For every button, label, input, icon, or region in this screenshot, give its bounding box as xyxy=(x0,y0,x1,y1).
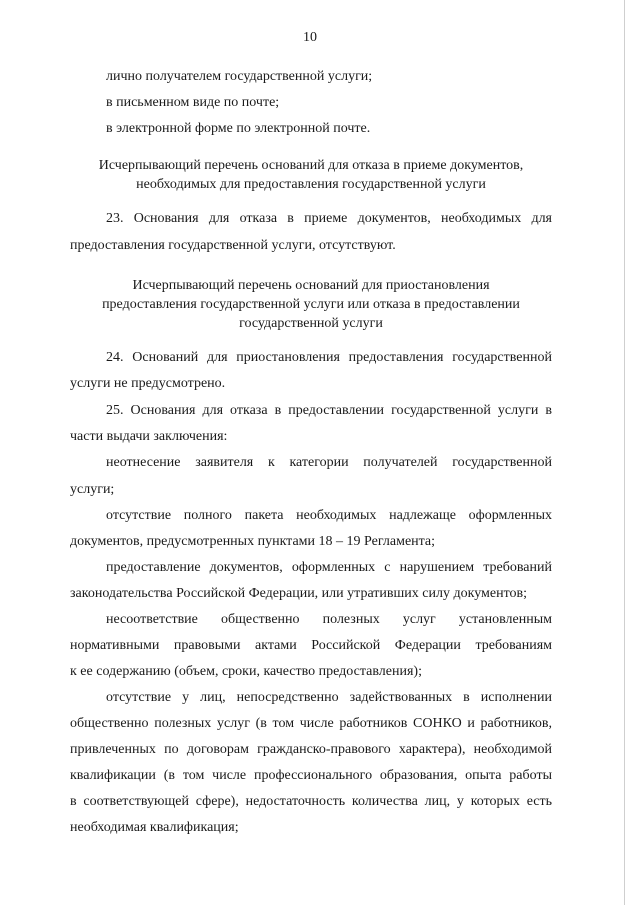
paragraph-line: 24. Оснований для приостановления предоставления государственной xyxy=(106,350,552,365)
list-item-line: неотнесение заявителя к категории получателей государственной xyxy=(106,455,552,470)
section-heading-line: необходимых для предоставления государственной услуги xyxy=(136,177,486,192)
list-item-line: к ее содержанию (объем, сроки, качество предоставления); xyxy=(70,664,422,679)
list-item-line: отсутствие полного пакета необходимых надлежаще оформленных xyxy=(106,508,552,523)
list-item-line: в соответствующей сфере), недостаточность количества лиц, у которых есть xyxy=(70,794,552,809)
paragraph-line: 23. Основания для отказа в приеме документов, необходимых для xyxy=(106,211,552,226)
section-heading-line: государственной услуги xyxy=(239,316,383,331)
list-item-line: необходимая квалификация; xyxy=(70,820,239,835)
list-item-line: предоставление документов, оформленных с нарушением требований xyxy=(106,560,552,575)
section-heading-line: предоставления государственной услуги или отказа в предоставлении xyxy=(102,297,520,312)
paragraph-line: услуги не предусмотрено. xyxy=(70,376,226,391)
list-item-line: нормативными правовыми актами Российской Федерации требованиям xyxy=(70,638,552,653)
list-item-line: отсутствие у лиц, непосредственно задействованных в исполнении xyxy=(106,690,552,705)
text-line: в электронной форме по электронной почте. xyxy=(106,121,371,136)
section-heading-line: Исчерпывающий перечень оснований для отказа в приеме документов, xyxy=(98,158,524,173)
list-item-line: услуги; xyxy=(70,482,115,497)
page-number: 10 xyxy=(303,30,317,45)
text-line: лично получателем государственной услуги; xyxy=(106,69,373,84)
list-item-line: законодательства Российской Федерации, или утративших силу документов; xyxy=(70,586,528,601)
list-item-line: документов, предусмотренных пунктами 18 – 19 Регламента; xyxy=(70,534,436,549)
list-item-line: квалификации (в том числе профессионального образования, опыта работы xyxy=(70,768,552,783)
text-line: в письменном виде по почте; xyxy=(106,95,280,110)
page-edge-line xyxy=(624,0,625,905)
list-item-line: привлеченных по договорам гражданско-правового характера), необходимой xyxy=(70,742,552,757)
section-heading-line: Исчерпывающий перечень оснований для приостановления xyxy=(132,278,490,293)
paragraph-line: части выдачи заключения: xyxy=(70,429,228,444)
list-item-line: несоответствие общественно полезных услуг установленным xyxy=(106,612,552,627)
paragraph-line: предоставления государственной услуги, отсутствуют. xyxy=(70,238,396,253)
list-item-line: общественно полезных услуг (в том числе работников СОНКО и работников, xyxy=(70,716,552,731)
paragraph-line: 25. Основания для отказа в предоставлении государственной услуги в xyxy=(106,403,552,418)
